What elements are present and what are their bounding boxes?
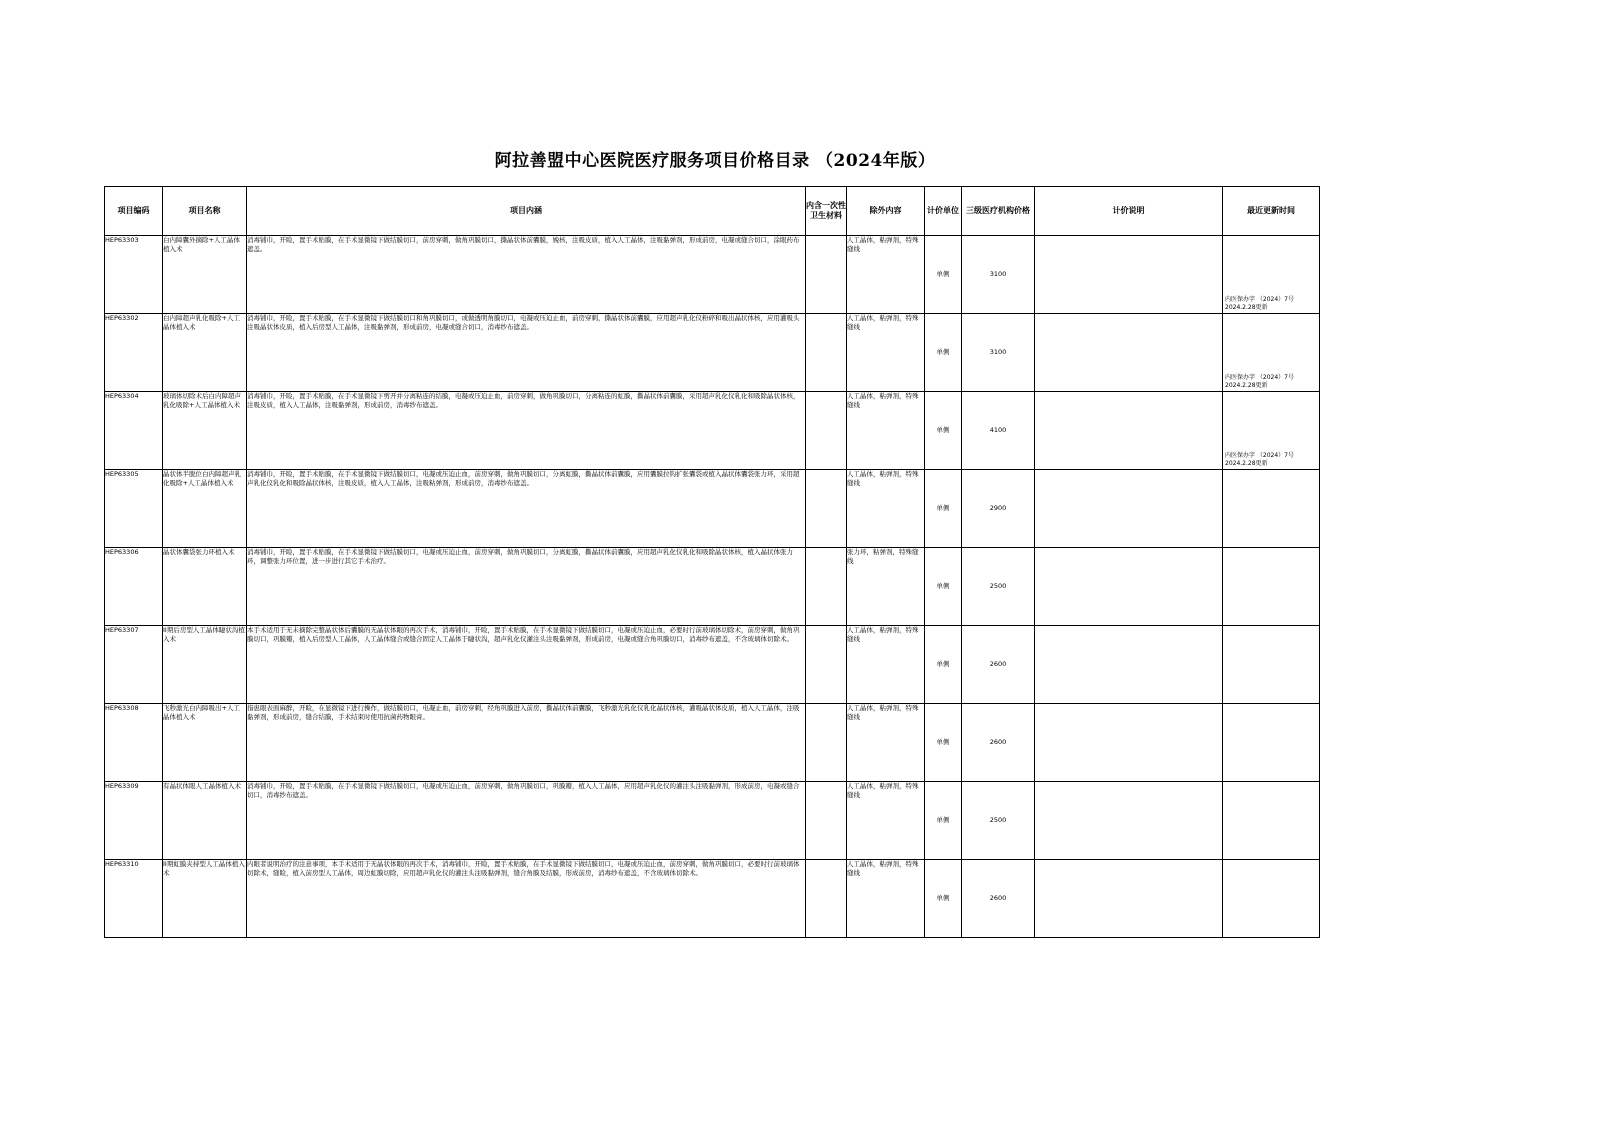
cell-updated [1223,470,1320,548]
cell-price: 2500 [962,782,1035,860]
col-header-note: 计价说明 [1035,187,1223,236]
price-table [104,186,1320,938]
col-header-exclude: 除外内容 [847,187,925,236]
cell-updated [1223,236,1320,314]
cell-exclude: 人工晶体，粘弹剂，特殊缝线 [847,236,925,314]
cell-consumable [806,626,847,704]
cell-exclude: 人工晶体，粘弹剂，特殊缝线 [847,782,925,860]
cell-content: 消毒铺巾，开睑，置手术贴膜，在手术显微镜下剪开并分离粘连的结膜，电凝或压迫止血，前房穿刺，做角巩膜切口，分离粘连的虹膜，撕晶状体前囊膜，采用超声乳化仪乳化和吸除晶状体核，注吸皮质，植入人工晶体，注吸黏弹剂，形成前房，消毒纱布遮盖。 [247,392,806,470]
cell-content: 本手术适用于无未摘除完整晶状体后囊膜的无晶状体眼的再次手术，消毒铺巾，开睑，置手术贴膜，在手术显微镜下做结膜切口，电凝或压迫止血，必要时行前玻璃体切除术，前房穿刺，做角巩膜切口，巩膜瓣，植入后房型人工晶体，人工晶体缝合或缝合固定人工晶体于睫状沟，超声乳化仪灌注头注吸黏弹剂，形成前房，电凝或缝合角巩膜切口，消毒纱布遮盖，不含玻璃体切除术。 [247,626,806,704]
cell-content: 消毒铺巾，开睑，置手术贴膜，在手术显微镜下做结膜切口，电凝或压迫止血，前房穿刺，做角巩膜切口，巩膜瓣，植入人工晶体，应用超声乳化仪的灌注头注吸黏弹剂，形成前房，电凝或缝合切口，消毒纱布遮盖。 [247,782,806,860]
cell-code: HEP63302 [105,314,163,392]
page-title: 阿拉善盟中心医院医疗服务项目价格目录 （2024年版） [494,151,936,171]
cell-consumable [806,782,847,860]
cell-unit: 单侧 [925,236,962,314]
cell-price: 2600 [962,704,1035,782]
cell-note [1035,860,1223,938]
cell-code: HEP63304 [105,392,163,470]
cell-exclude: 人工晶体，粘弹剂，特殊缝线 [847,470,925,548]
cell-note [1035,548,1223,626]
cell-exclude: 人工晶体，粘弹剂，特殊缝线 [847,314,925,392]
cell-code: HEP63305 [105,470,163,548]
cell-name: 晶状体半脱位白内障超声乳化吸除+人工晶体植入术 [163,470,247,548]
table-row [105,704,1320,782]
cell-price: 2600 [962,626,1035,704]
updated-text: 内医保办字 （2024）7号 2024.2.28更新 [1225,296,1294,311]
cell-unit: 单侧 [925,470,962,548]
cell-updated [1223,626,1320,704]
cell-unit: 单侧 [925,548,962,626]
cell-note [1035,314,1223,392]
cell-unit: 单侧 [925,392,962,470]
cell-updated [1223,548,1320,626]
cell-note [1035,626,1223,704]
cell-code: HEP63310 [105,860,163,938]
cell-name: II期虹膜夹持型人工晶体植入术 [163,860,247,938]
cell-note [1035,392,1223,470]
cell-consumable [806,860,847,938]
cell-unit: 单侧 [925,704,962,782]
cell-note [1035,704,1223,782]
cell-name: 白内障囊外摘除+人工晶体植入术 [163,236,247,314]
header-row [105,187,1320,236]
cell-updated [1223,704,1320,782]
cell-content: 消毒铺巾，开睑，置手术贴膜，在手术显微镜下做结膜切口，前房穿刺，做角巩膜切口，撕晶状体前囊膜，娩核，注吸皮质，植入人工晶体，注吸黏弹剂，形成前房，电凝或缝合切口，涂眼药布遮盖。 [247,236,806,314]
table-row [105,470,1320,548]
cell-code: HEP63307 [105,626,163,704]
cell-name: 白内障超声乳化吸除+人工晶体植入术 [163,314,247,392]
col-header-price: 三级医疗机构价格 [962,187,1035,236]
cell-name: 有晶状体眼人工晶体植入术 [163,782,247,860]
cell-content: 消毒铺巾，开睑，置手术贴膜，在手术显微镜下做结膜切口和角巩膜切口，或做透明角膜切口，电凝或压迫止血，前房穿刺，撕晶状体前囊膜，应用超声乳化仪粉碎和吸出晶状体核，应用灌吸头注吸晶状体皮质，植入后房型人工晶体，注吸黏弹剂，形成前房，电凝或缝合切口，消毒纱布遮盖。 [247,314,806,392]
cell-code: HEP63306 [105,548,163,626]
table-row [105,626,1320,704]
cell-price: 2900 [962,470,1035,548]
table-row [105,860,1320,938]
table-row [105,392,1320,470]
col-header-code: 项目编码 [105,187,163,236]
cell-consumable [806,392,847,470]
cell-name: 飞秒激光白内障吸出+人工晶体植入术 [163,704,247,782]
cell-code: HEP63303 [105,236,163,314]
cell-note [1035,470,1223,548]
cell-content: 消毒铺巾，开睑，置手术贴膜，在手术显微镜下做结膜切口，电凝或压迫止血，前房穿刺，做角巩膜切口，分离虹膜，撕晶状体前囊膜，应用囊膜拉钩扩张囊袋或植入晶状体囊袋张力环，采用超声乳化仪乳化和吸除晶状体核，注吸皮质，植入人工晶体，注吸粘弹剂，形成前房，消毒纱布遮盖。 [247,470,806,548]
cell-content: 消毒铺巾，开睑，置手术贴膜，在手术显微镜下做结膜切口，电凝或压迫止血，前房穿刺，做角巩膜切口，分离虹膜，撕晶状体前囊膜，应用超声乳化仪乳化和吸除晶状体核，植入晶状体张力环，调整张力环位置，进一步进行其它手术治疗。 [247,548,806,626]
cell-updated [1223,782,1320,860]
cell-consumable [806,704,847,782]
cell-price: 2500 [962,548,1035,626]
cell-updated [1223,314,1320,392]
cell-unit: 单侧 [925,860,962,938]
updated-text: 内医保办字 （2024）7号 2024.2.28更新 [1225,374,1294,389]
table-row [105,782,1320,860]
col-header-name: 项目名称 [163,187,247,236]
cell-consumable [806,548,847,626]
cell-price: 3100 [962,314,1035,392]
cell-note [1035,782,1223,860]
cell-consumable [806,470,847,548]
cell-price: 4100 [962,392,1035,470]
col-header-updated: 最近更新时间 [1223,187,1320,236]
cell-content: 内眼者说明治疗的注意事项，本手术适用于无晶状体眼的再次手术，消毒铺巾，开睑，置手术贴膜，在手术显微镜下做结膜切口，电凝或压迫止血，前房穿刺，做角巩膜切口，必要时行前玻璃体切除术，缝睑，植入前房型人工晶体，周边虹膜切除，应用超声乳化仪的灌注头注吸黏弹剂，缝合角膜及结膜，形成前房，消毒纱布遮盖，不含玻璃体切除术。 [247,860,806,938]
table-row [105,236,1320,314]
col-header-unit: 计价单位 [925,187,962,236]
updated-text: 内医保办字 （2024）7号 2024.2.28更新 [1225,452,1294,467]
cell-exclude: 人工晶体，粘弹剂，特殊缝线 [847,392,925,470]
cell-unit: 单侧 [925,626,962,704]
col-header-content: 项目内涵 [247,187,806,236]
cell-name: 玻璃体切除术后白内障超声乳化吸除+人工晶体植入术 [163,392,247,470]
cell-code: HEP63308 [105,704,163,782]
cell-updated [1223,392,1320,470]
cell-consumable [806,314,847,392]
cell-price: 2600 [962,860,1035,938]
cell-content: 指患眼表面麻醉，开睑，在显微镜下进行操作，做结膜切口，电凝止血，前房穿刺，经角巩膜进入前房，撕晶状体前囊膜，飞秒激光乳化仪乳化晶状体核，灌吸晶状体皮质，植入人工晶体，注吸黏弹剂，形成前房，缝合结膜，手术结束时使用抗菌药物眼膏。 [247,704,806,782]
table-row [105,314,1320,392]
cell-note [1035,236,1223,314]
cell-name: 晶状体囊袋张力环植入术 [163,548,247,626]
cell-code: HEP63309 [105,782,163,860]
cell-exclude: 人工晶体，粘弹剂，特殊缝线 [847,626,925,704]
col-header-consumable: 内含一次性卫生材料 [806,187,847,236]
cell-exclude: 人工晶体，粘弹剂，特殊缝线 [847,860,925,938]
cell-exclude: 张力环，粘弹剂，特殊缝线 [847,548,925,626]
table-row [105,548,1320,626]
cell-price: 3100 [962,236,1035,314]
cell-exclude: 人工晶体，粘弹剂，特殊缝线 [847,704,925,782]
cell-unit: 单侧 [925,314,962,392]
cell-updated [1223,860,1320,938]
cell-unit: 单侧 [925,782,962,860]
cell-name: II期后房型人工晶体睫状沟植入术 [163,626,247,704]
cell-consumable [806,236,847,314]
